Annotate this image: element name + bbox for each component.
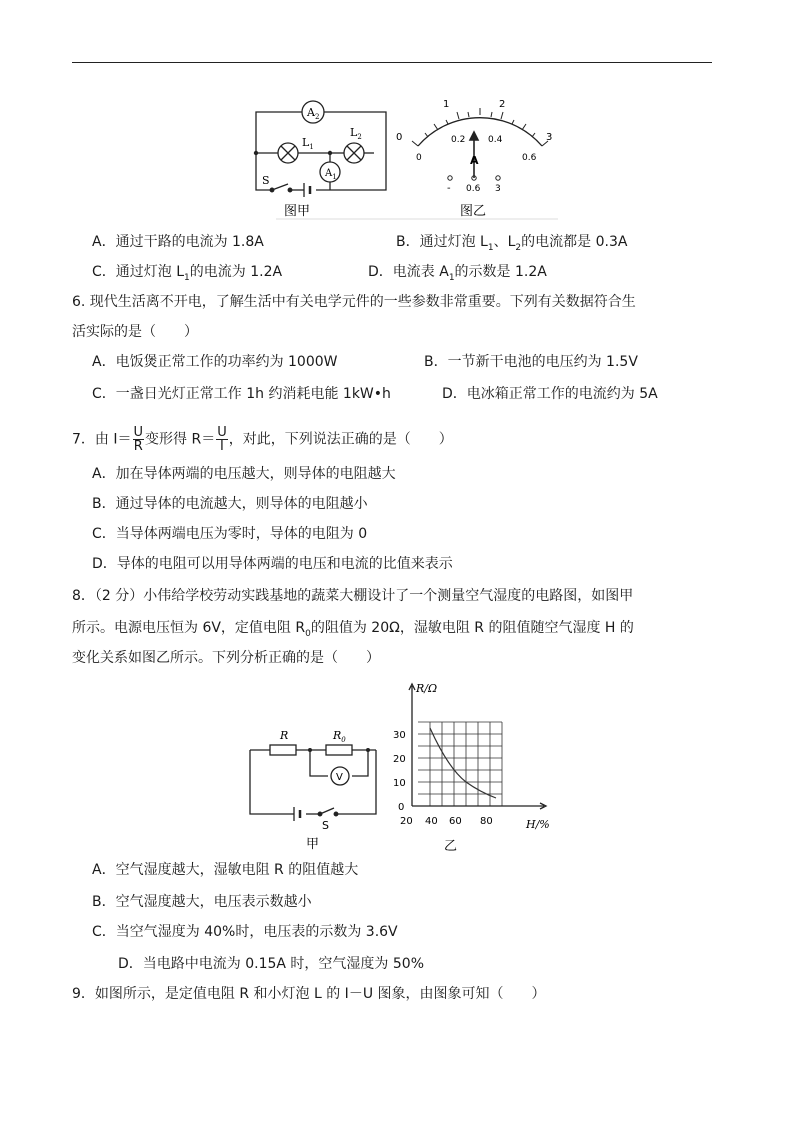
fraction-u-over-r: $\frac{U}{R}$	[133, 425, 144, 454]
q8-stem-line3: 变化关系如图乙所示。下列分析正确的是（ ）	[72, 650, 380, 666]
lamp-l1-label: $L_1$	[302, 136, 314, 151]
resistor-r0-label: $R_0$	[333, 729, 346, 744]
voltmeter-label: V	[336, 772, 343, 783]
q8-stem-line1: 8．（2 分）小伟给学校劳动实践基地的蔬菜大棚设计了一个测量空气湿度的电路图，如图甲	[72, 588, 634, 604]
switch-s-label: S	[262, 174, 270, 187]
resistor-r0-symbol	[326, 745, 352, 755]
y-tick-0: 0	[398, 802, 405, 813]
terminal-3: 3	[495, 184, 501, 194]
switch-s2-symbol	[318, 808, 338, 816]
caption-fig-yi: 图乙	[460, 204, 487, 219]
x-tick-40: 40	[425, 816, 438, 827]
ammeter-dial-yi	[396, 99, 552, 219]
q8-option-d: D．当电路中电流为 0.15A 时，空气湿度为 50%	[118, 956, 424, 972]
q9-stem: 9．如图所示，是定值电阻 R 和小灯泡 L 的 I－U 图象，由图象可知（ ）	[72, 986, 546, 1002]
dial-outer-2: 2	[499, 99, 506, 110]
x-tick-80: 80	[480, 816, 493, 827]
q8-option-c: C．当空气湿度为 40%时，电压表的示数为 3.6V	[92, 924, 398, 940]
q6-option-a: A．电饭煲正常工作的功率约为 1000W	[92, 354, 338, 370]
q7-option-d: D．导体的电阻可以用导体两端的电压和电流的比值来表示	[92, 556, 453, 572]
circuit-diagram-jia	[256, 112, 386, 190]
dial-outer-3: 3	[546, 132, 553, 143]
caption-fig-jia: 图甲	[284, 204, 311, 219]
q8-option-b: B．空气湿度越大，电压表示数越小	[92, 894, 312, 910]
caption-fig2-yi: 乙	[444, 839, 458, 854]
figure-circuit-ammeter	[246, 90, 558, 222]
switch-s2-label: S	[322, 819, 329, 832]
dial-outer-0: 0	[396, 132, 403, 143]
q6-option-d: D．电冰箱正常工作的电流约为 5A	[442, 386, 658, 402]
x-tick-60: 60	[449, 816, 462, 827]
terminal-minus: -	[447, 183, 451, 194]
y-tick-20: 20	[393, 754, 406, 765]
q7-stem: 7．由 I＝ $\frac{U}{R}$ 变形得 R＝ $\frac{U}{I}$ ，对此，下列说法正确的是（ ）	[72, 425, 453, 454]
q7-option-a: A．加在导体两端的电压越大，则导体的电阻越大	[92, 466, 396, 482]
battery-symbol-2	[294, 807, 300, 821]
q7-option-b: B．通过导体的电流越大，则导体的电阻越小	[92, 496, 368, 512]
dial-inner-06: 0.6	[522, 153, 537, 163]
dial-inner-0: 0	[416, 153, 422, 163]
lamp-l1-symbol	[278, 143, 298, 163]
q6-option-b: B．一节新干电池的电压约为 1.5V	[424, 354, 638, 370]
x-axis-label: H/%	[526, 818, 550, 831]
lamp-l2-symbol	[344, 143, 364, 163]
dial-inner-02: 0.2	[451, 135, 466, 145]
q5-option-c: C．通过灯泡 $L_1$的电流为 1.2A	[92, 264, 283, 283]
resistance-humidity-graph	[393, 682, 550, 854]
lamp-l2-label: $L_2$	[350, 126, 362, 141]
ammeter-a2-label: $A_2$	[307, 106, 320, 121]
terminal-06: 0.6	[466, 184, 481, 194]
q6-stem-line1: 6. 现代生活离不开电，了解生活中有关电学元件的一些参数非常重要。下列有关数据符合生	[72, 294, 636, 310]
r-h-curve	[430, 728, 496, 798]
figure-humidity-circuit	[240, 676, 570, 856]
q8-option-a: A．空气湿度越大，湿敏电阻 R 的阻值越大	[92, 862, 359, 878]
q8-stem-line2: 所示。电源电压恒为 6V，定值电阻 $R_0$的阻值为 20Ω，湿敏电阻 R 的阻值随空气湿度 H 的	[72, 620, 634, 639]
q7-option-c: C．当导体两端电压为零时，导体的电阻为 0	[92, 526, 368, 542]
battery-symbol	[304, 183, 310, 197]
y-axis-label: R/Ω	[416, 682, 438, 695]
y-tick-30: 30	[393, 730, 406, 741]
header-rule	[72, 62, 712, 63]
resistor-r-label: R	[280, 729, 289, 742]
dial-inner-04: 0.4	[488, 135, 503, 145]
caption-fig2-jia: 甲	[306, 837, 320, 852]
ammeter-a1-label: $A_1$	[325, 168, 337, 181]
x-tick-20: 20	[400, 816, 413, 827]
switch-s-symbol	[270, 184, 292, 192]
resistor-r-symbol	[270, 745, 296, 755]
fraction-u-over-i: $\frac{U}{I}$	[217, 425, 227, 454]
dial-letter-a: A	[470, 154, 479, 167]
dial-outer-1: 1	[443, 99, 450, 110]
q5-option-d: D．电流表 $A_1$的示数是 1.2A	[368, 264, 547, 283]
y-tick-10: 10	[393, 778, 406, 789]
q6-option-c: C．一盏日光灯正常工作 1h 约消耗电能 1kW•h	[92, 386, 391, 402]
circuit-diagram-jia2	[250, 750, 376, 814]
q6-stem-line2: 活实际的是（ ）	[72, 324, 198, 340]
q5-option-b: B．通过灯泡 $L_1$、$L_2$的电流都是 0.3A	[396, 234, 628, 253]
q5-option-a: A．通过干路的电流为 1.8A	[92, 234, 264, 250]
